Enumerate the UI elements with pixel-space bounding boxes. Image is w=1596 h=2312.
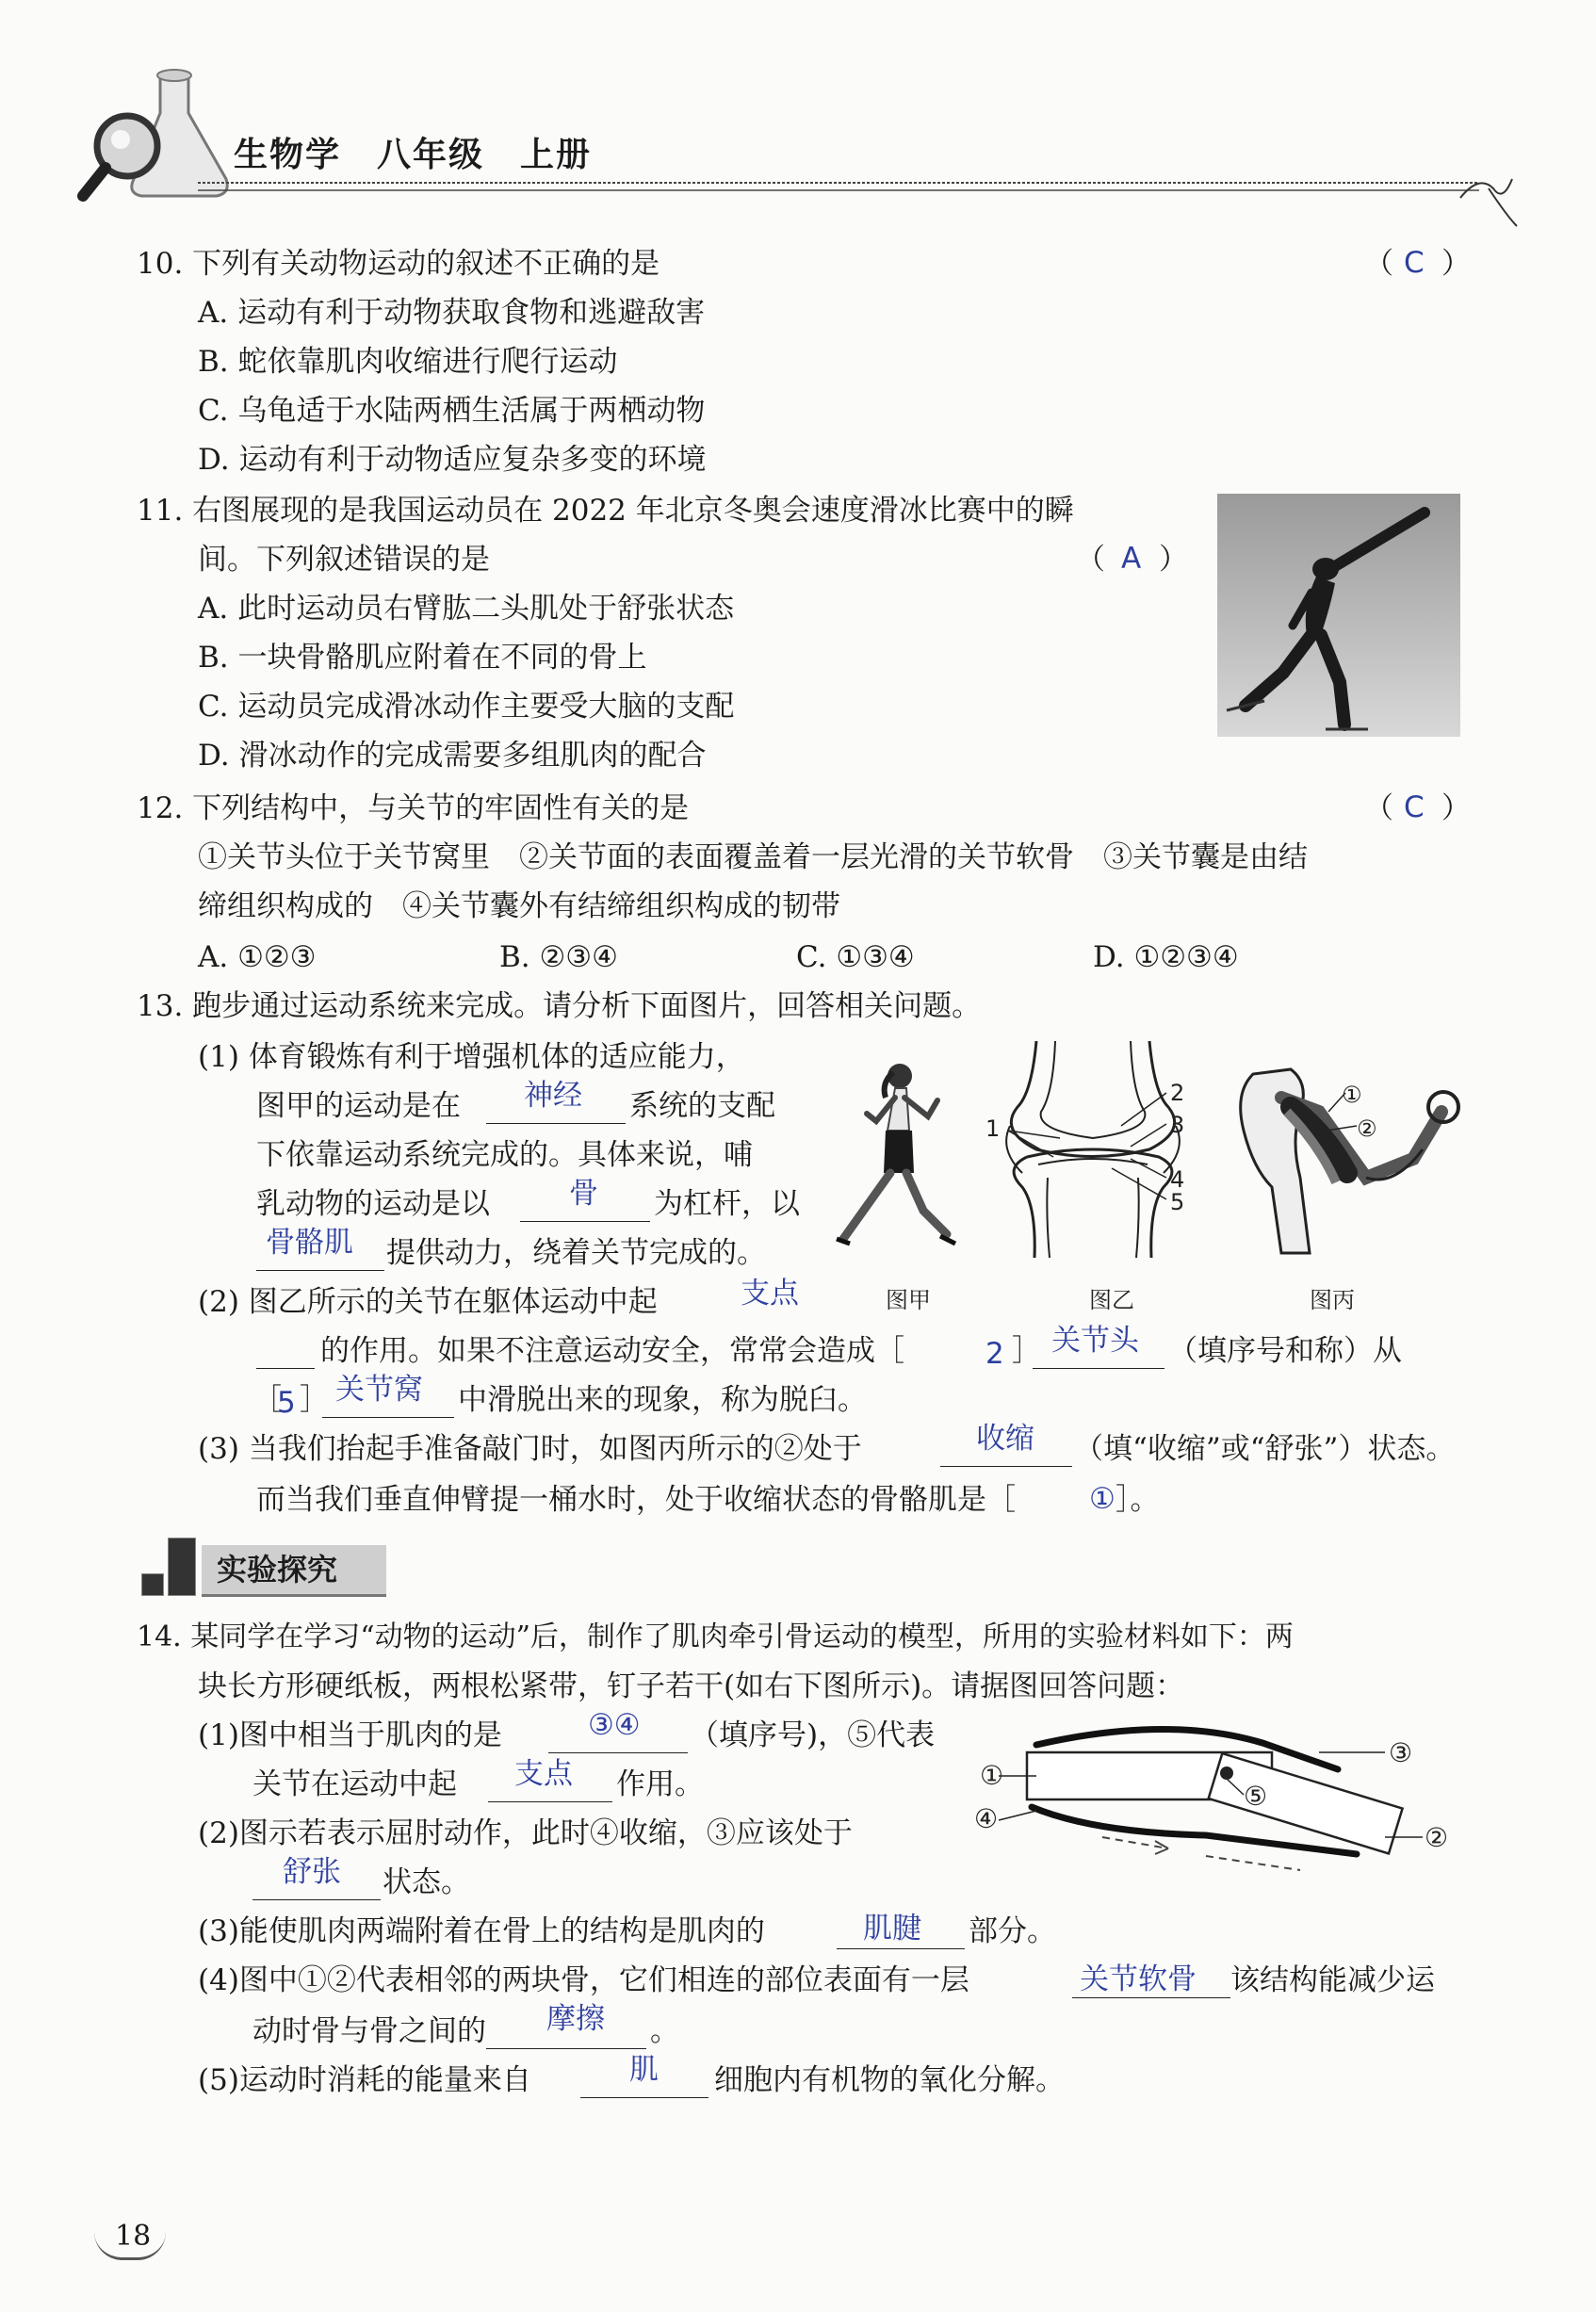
q11-paren-close: ）	[1159, 543, 1188, 577]
q10-paren-close: ）	[1441, 247, 1471, 281]
q11-option-c: C. 运动员完成滑冰动作主要受大脑的支配	[198, 690, 735, 724]
q13-p1-line2a: 图甲的运动是在	[256, 1089, 461, 1123]
q13-blank-bone	[520, 1221, 650, 1222]
q13-blank-support	[256, 1368, 315, 1369]
model-label-5: ⑤	[1244, 1781, 1268, 1812]
q11-option-d: D. 滑冰动作的完成需要多组肌肉的配合	[198, 739, 707, 773]
q13-p3-line1a: (3) 当我们抬起手准备敲门时，如图丙所示的②处于	[198, 1432, 862, 1466]
q14-answer-34: ③④	[588, 1708, 641, 1742]
q13-stem: 13. 跑步通过运动系统来完成。请分析下面图片，回答相关问题。	[137, 989, 982, 1023]
q14-s4-line1b: 该结构能减少运	[1230, 1963, 1435, 1997]
q10-option-a: A. 运动有利于动物获取食物和逃避敌害	[198, 296, 706, 330]
q13-p2-line1: (2) 图乙所示的关节在躯体运动中起	[198, 1285, 658, 1319]
q14-answer-friction: 摩擦	[546, 2002, 605, 2036]
q12-stem: 12. 下列结构中，与关节的牢固性有关的是	[137, 791, 690, 825]
q13-blank-nerve	[486, 1123, 626, 1124]
q13-p2-line3c: 中滑脱出来的现象，称为脱臼。	[458, 1383, 867, 1417]
q14-answer-cartilage: 关节软骨	[1080, 1962, 1197, 1996]
figure-yi-caption: 图乙	[1089, 1287, 1134, 1313]
q14-answer-tendon: 肌腱	[863, 1912, 921, 1946]
q11-paren-open: （	[1076, 543, 1105, 577]
figure-jia-runner	[829, 1055, 970, 1258]
q14-blank-tendon	[837, 1948, 965, 1949]
q14-stem-line1: 14. 某同学在学习“动物的运动”后，制作了肌肉牵引骨运动的模型，所用的实验材料如下：两	[137, 1620, 1294, 1653]
q13-answer-nerve: 神经	[524, 1079, 582, 1113]
page-number: 18	[115, 2220, 152, 2253]
q14-s2-line1: (2)图示若表示屈肘动作，此时④收缩，③应该处于	[198, 1816, 853, 1850]
q13-blank-contract	[940, 1466, 1072, 1467]
figure-yi-joint	[980, 1036, 1206, 1262]
q14-s1-line1a: (1)图中相当于肌肉的是	[198, 1718, 502, 1752]
figure-bing-label-2: ②	[1357, 1115, 1377, 1142]
header-divider	[198, 170, 1536, 236]
q14-s3b: 部分。	[969, 1914, 1056, 1948]
q13-p2-line2a: 的作用。如果不注意运动安全，常常会造成［	[320, 1334, 904, 1368]
q13-answer-1: ①	[1089, 1482, 1116, 1516]
q14-answer-fulcrum: 支点	[514, 1757, 573, 1791]
q14-blank-relax	[252, 1899, 381, 1900]
q13-p1-line3: 下依靠运动系统完成的。具体来说，哺	[256, 1138, 753, 1172]
figure-yi-label-1: 1	[985, 1115, 1001, 1142]
q14-s1-line1b: （填序号)，⑤代表	[690, 1718, 936, 1752]
q11-answer: A	[1121, 542, 1142, 576]
q11-option-a: A. 此时运动员右臂肱二头肌处于舒张状态	[198, 592, 735, 626]
q14-answer-relax: 舒张	[283, 1855, 341, 1889]
q13-p3-line1b: （填“收缩”或“舒张”）状态。	[1074, 1432, 1456, 1466]
muscle-bone-model-figure	[980, 1715, 1432, 1875]
q10-stem: 10. 下列有关动物运动的叙述不正确的是	[137, 247, 660, 281]
q13-p1-line1: (1) 体育锻炼有利于增强机体的适应能力，	[198, 1040, 745, 1074]
q13-p2-line3a: ［	[252, 1383, 282, 1417]
q13-answer-5: 5	[277, 1386, 296, 1420]
q13-answer-head: 关节头	[1051, 1324, 1139, 1358]
q14-s4-line2b: 。	[650, 2014, 679, 2048]
section-marker-block-small	[141, 1573, 164, 1596]
model-label-2: ②	[1425, 1822, 1449, 1853]
speed-skater-photo	[1217, 494, 1460, 737]
figure-yi-label-3: 3	[1170, 1112, 1185, 1138]
q12-statements-line2: 缔组织构成的 ④关节囊外有结缔组织构成的韧带	[198, 889, 840, 923]
figure-yi-label-5: 5	[1170, 1189, 1185, 1215]
model-label-3: ③	[1389, 1737, 1413, 1768]
page-header-title: 生物学 八年级 上册	[234, 136, 593, 174]
q13-blank-head	[1033, 1368, 1164, 1369]
section-marker-block-tall	[168, 1538, 196, 1596]
q13-p2-line3b: ］	[300, 1383, 329, 1417]
figure-yi-label-2: 2	[1170, 1080, 1185, 1106]
q14-blank-34	[548, 1752, 688, 1753]
q14-s5a: (5)运动时消耗的能量来自	[198, 2063, 531, 2097]
q12-statements-line1: ①关节头位于关节窝里 ②关节面的表面覆盖着一层光滑的关节软骨 ③关节囊是由结	[198, 840, 1308, 874]
q11-stem-line2: 间。下列叙述错误的是	[198, 543, 490, 577]
section-title: 实验探究	[217, 1552, 338, 1587]
q14-s4-line2a: 动时骨与骨之间的	[252, 2014, 486, 2048]
q13-blank-muscle	[256, 1270, 384, 1271]
figure-bing-caption: 图丙	[1310, 1287, 1355, 1313]
q14-answer-muscle-cell: 肌	[629, 2053, 659, 2087]
q14-s1-line2a: 关节在运动中起	[252, 1767, 457, 1801]
q13-answer-support: 支点	[741, 1277, 799, 1311]
q13-p3-line2a: 而当我们垂直伸臂提一桶水时，处于收缩状态的骨骼肌是［	[256, 1483, 1016, 1517]
figure-yi-label-4: 4	[1170, 1166, 1185, 1193]
q12-paren-close: ）	[1441, 791, 1471, 825]
q14-s1-line2b: 作用。	[616, 1767, 704, 1801]
q13-answer-contract: 收缩	[976, 1422, 1034, 1456]
q14-s2-line2: 状态。	[383, 1865, 470, 1899]
q13-p2-line2c: （填序号和称）从	[1168, 1334, 1402, 1368]
q10-option-b: B. 蛇依靠肌肉收缩进行爬行运动	[198, 345, 618, 379]
q13-p1-line4b: 为杠杆，以	[654, 1187, 800, 1221]
q14-blank-muscle-cell	[580, 2097, 708, 2098]
q11-option-b: B. 一块骨骼肌应附着在不同的骨上	[198, 641, 647, 675]
model-label-1: ①	[980, 1760, 1004, 1791]
q13-p3-line2b: ］。	[1116, 1483, 1160, 1517]
q14-blank-fulcrum	[488, 1801, 612, 1802]
q13-p2-line2b: ］	[1012, 1334, 1041, 1368]
q12-option-a: A. ①②③	[198, 940, 317, 974]
q12-option-b: B. ②③④	[499, 940, 618, 974]
q10-paren-open: （	[1364, 247, 1393, 281]
q13-answer-socket: 关节窝	[335, 1373, 423, 1407]
q14-stem-line2: 块长方形硬纸板，两根松紧带，钉子若干(如右下图所示)。请据图回答问题：	[198, 1669, 1185, 1703]
q12-option-c: C. ①③④	[796, 940, 915, 974]
model-label-4: ④	[974, 1803, 999, 1834]
q14-blank-friction	[486, 2048, 646, 2049]
q12-answer: C	[1404, 790, 1425, 824]
q10-option-d: D. 运动有利于动物适应复杂多变的环境	[198, 443, 707, 477]
q10-option-c: C. 乌龟适于水陆两栖生活属于两栖动物	[198, 394, 706, 428]
q14-s5b: 细胞内有机物的氧化分解。	[714, 2063, 1065, 2097]
q12-option-d: D. ①②③④	[1093, 940, 1239, 974]
q14-s3a: (3)能使肌肉两端附着在骨上的结构是肌肉的	[198, 1914, 765, 1948]
q11-stem-line1: 11. 右图展现的是我国运动员在 2022 年北京冬奥会速度滑冰比赛中的瞬	[137, 494, 1074, 528]
q13-blank-socket	[322, 1417, 454, 1418]
q13-answer-2: 2	[985, 1337, 1004, 1371]
q13-answer-muscle: 骨骼肌	[266, 1226, 353, 1260]
q14-s4-line1a: (4)图中①②代表相邻的两块骨，它们相连的部位表面有一层	[198, 1963, 969, 1997]
q12-paren-open: （	[1364, 791, 1393, 825]
q10-answer: C	[1404, 246, 1425, 280]
q13-answer-bone: 骨	[569, 1177, 598, 1211]
q13-p1-line2b: 系统的支配	[629, 1089, 775, 1123]
figure-bing-label-1: ①	[1342, 1082, 1362, 1108]
q13-p1-line4a: 乳动物的运动是以	[256, 1187, 490, 1221]
q13-p1-line5: 提供动力，绕着关节完成的。	[386, 1236, 766, 1270]
q14-blank-cartilage	[1072, 1997, 1230, 1998]
figure-jia-caption: 图甲	[886, 1287, 931, 1313]
